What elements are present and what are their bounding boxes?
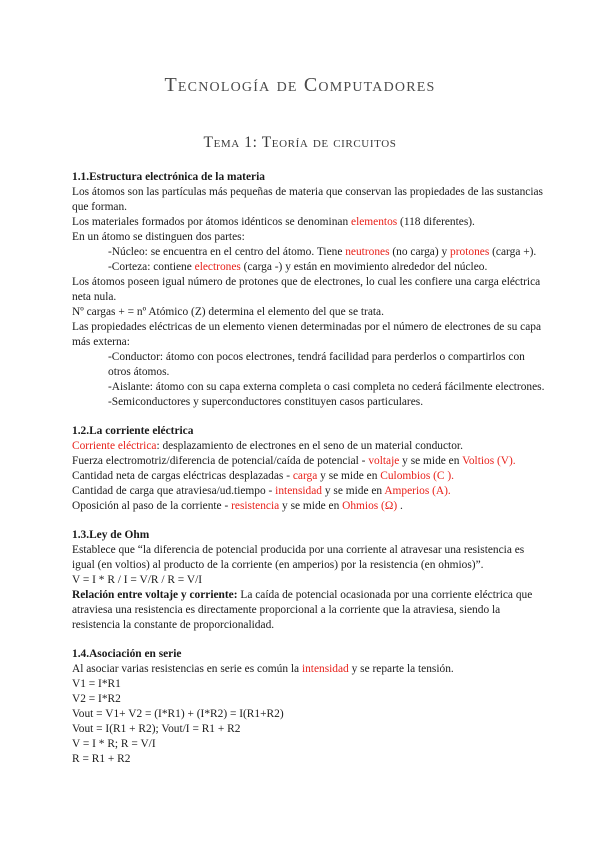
paragraph: En un átomo se distinguen dos partes: [72,231,245,243]
paragraph: Cantidad de carga que atraviesa/ud.tiempo - intensidad y se mide en Amperios (A). [72,485,451,497]
paragraph: Fuerza electromotriz/diferencia de potencial/caída de potencial - voltaje y se mide en Voltios (V). [72,455,516,467]
highlight-term: Amperios (A). [384,485,451,497]
section-heading-1-2: 1.2.La corriente eléctrica [72,425,194,437]
highlight-term: Culombios (C ). [380,470,454,482]
paragraph: Las propiedades eléctricas de un elemento vienen determinadas por el número de electrones de su capa más externa: [72,321,542,348]
paragraph: Los materiales formados por átomos idénticos se denominan elementos (118 diferentes). [72,216,475,228]
equation: V2 = I*R2 [72,693,121,705]
paragraph: Los átomos poseen igual número de protones que de electrones, lo cual les confiere una carga eléctrica neta nula. [72,276,541,303]
section-heading-1-3: 1.3.Ley de Ohm [72,529,150,541]
highlight-term: Corriente eléctrica [72,440,157,452]
paragraph: Oposición al paso de la corriente - resistencia y se mide en Ohmios (Ω) . [72,500,403,512]
highlight-term: Ohmios (Ω) [342,500,398,512]
list-item: -Núcleo: se encuentra en el centro del átomo. Tiene neutrones (no carga) y protones (carga +). [108,246,537,258]
highlight-term: intensidad [275,485,322,497]
formula: V = I * R / I = V/R / R = V/I [72,574,203,586]
document-title: Tecnología de Computadores [164,74,436,96]
list-item: -Corteza: contiene electrones (carga -) y están en movimiento alrededor del núcleo. [108,261,488,273]
list-item: -Semiconductores y superconductores constituyen casos particulares. [108,396,424,408]
highlight-term: electrones [194,261,241,273]
paragraph: Cantidad neta de cargas eléctricas desplazadas - carga y se mide en Culombios (C ). [72,470,454,482]
highlight-term: voltaje [368,455,400,467]
list-item: -Conductor: átomo con pocos electrones, tendrá facilidad para perderlos o compartirlos con otros átomos. [108,351,525,378]
highlight-term: neutrones [345,246,390,258]
highlight-term: intensidad [301,663,349,675]
highlight-term: carga [292,470,318,482]
highlight-term: Voltios (V). [462,455,516,467]
equation: Vout = I(R1 + R2); Vout/I = R1 + R2 [72,723,241,735]
paragraph: Relación entre voltaje y corriente: La caída de potencial ocasionada por una corriente eléctrica que atraviesa una resistencia es directamente proporcional a la corriente que la atraviesa, siendo la resistencia la constante de proporcionalidad. [72,589,533,631]
list-item: -Aislante: átomo con su capa externa completa o casi completa no cederá fácilmente electrones. [108,381,545,393]
section-heading-1-4: 1.4.Asociación en serie [72,648,182,660]
paragraph: Corriente eléctrica: desplazamiento de electrones en el seno de un material conductor. [72,440,463,452]
paragraph: Al asociar varias resistencias en serie es común la intensidad y se reparte la tensión. [72,663,454,675]
highlight-term: elementos [351,216,398,228]
paragraph: Nº cargas + = nº Atómico (Z) determina el elemento del que se trata. [72,306,384,318]
paragraph: Establece que “la diferencia de potencial producida por una corriente al atravesar una resistencia es igual (en voltios) al producto de la corriente (en amperios) por la resistencia (en ohmios)”. [72,544,525,571]
paragraph: Los átomos son las partículas más pequeñas de materia que conservan las propiedades de las sustancias que forman. [72,186,543,213]
equation: R = R1 + R2 [72,753,131,765]
highlight-term: resistencia [231,500,280,512]
section-heading-1-1: 1.1.Estructura electrónica de la materia [72,171,265,183]
equation: V1 = I*R1 [72,678,121,690]
document-body [72,170,548,767]
highlight-term: protones [450,246,490,258]
equation: V = I * R; R = V/I [72,738,156,750]
equation: Vout = V1+ V2 = (I*R1) + (I*R2) = I(R1+R2) [72,708,284,720]
document-subtitle: Tema 1: Teoría de circuitos [203,134,397,151]
